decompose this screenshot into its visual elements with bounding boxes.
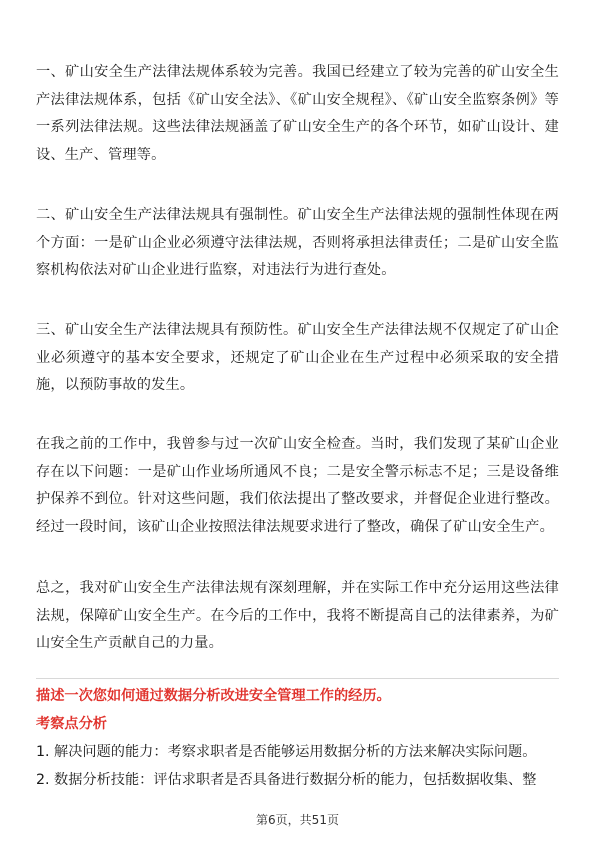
page-number: 第6页，共51页 xyxy=(256,813,339,827)
analysis-item: 1. 解决问题的能力：考察求职者是否能够运用数据分析的方法来解决实际问题。 xyxy=(36,744,537,760)
paragraph-work-experience: 在我之前的工作中，我曾参与过一次矿山安全检查。当时，我们发现了某矿山企业存在以下问题：一是矿山作业场所通风不良；二是安全警示标志不足；三是设备维护保养不到位。针对这些问题，我们依法提出了整改要求，并督促企业进行整改。经过一段时间，该矿山企业按照法律法规要求进行了整改，确保了矿山安全生产。 xyxy=(36,436,559,535)
divider xyxy=(36,678,559,679)
paragraph-preventive-nature: 三、矿山安全生产法律法规具有预防性。矿山安全生产法律法规不仅规定了矿山企业必须遵守的基本安全要求，还规定了矿山企业在生产过程中必须采取的安全措施，以预防事故的发生。 xyxy=(36,322,559,393)
paragraph-regulation-system: 一、矿山安全生产法律法规体系较为完善。我国已经建立了较为完善的矿山安全生产法律法规体系，包括《矿山安全法》、《矿山安全规程》、《矿山安全监察条例》等一系列法律法规。这些法律法规涵盖了矿山安全生产的各个环节，如矿山设计、建设、生产、管理等。 xyxy=(36,64,559,163)
analysis-heading: 考察点分析 xyxy=(36,716,107,732)
paragraph-mandatory-nature: 二、矿山安全生产法律法规具有强制性。矿山安全生产法律法规的强制性体现在两个方面：一是矿山企业必须遵守法律法规，否则将承担法律责任；二是矿山安全监察机构依法对矿山企业进行监察，对违法行为进行查处。 xyxy=(36,207,559,278)
interview-question: 描述一次您如何通过数据分析改进安全管理工作的经历。 xyxy=(36,688,391,704)
paragraph-conclusion: 总之，我对矿山安全生产法律法规有深刻理解，并在实际工作中充分运用这些法律法规，保障矿山安全生产。在今后的工作中，我将不断提高自己的法律素养，为矿山安全生产贡献自己的力量。 xyxy=(36,580,559,651)
analysis-item: 2. 数据分析技能：评估求职者是否具备进行数据分析的能力，包括数据收集、整 xyxy=(36,772,537,788)
